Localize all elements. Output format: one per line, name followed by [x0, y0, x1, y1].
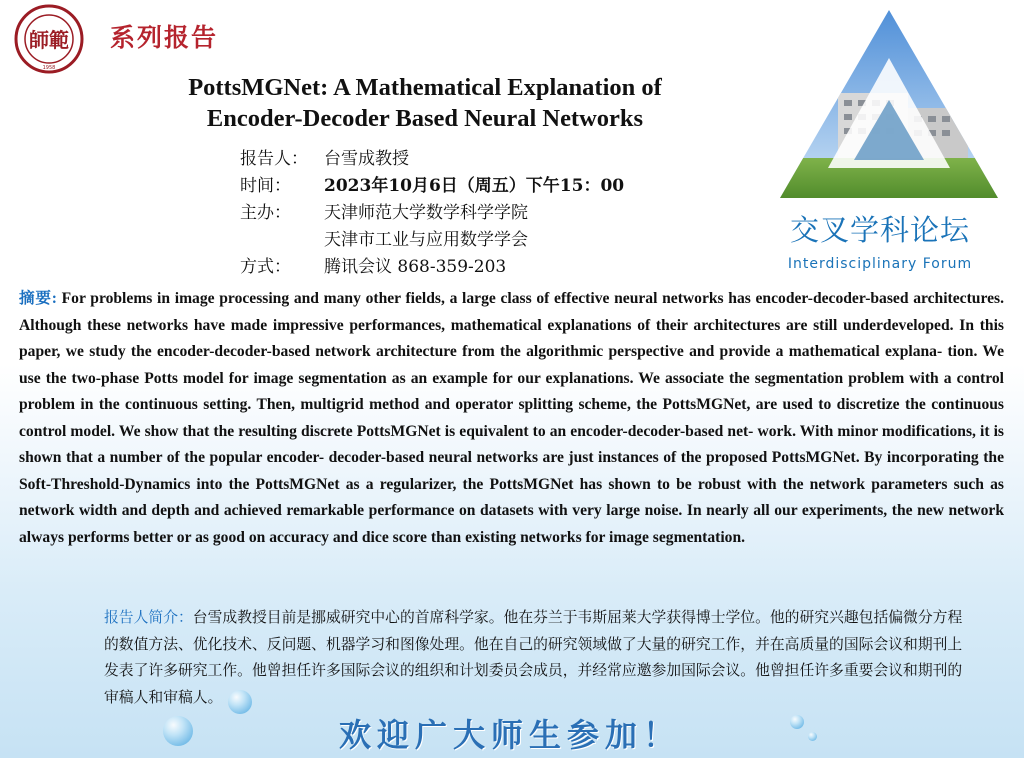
welcome-banner: 欢迎广大师生参加！	[338, 716, 681, 754]
forum-name-en: Interdisciplinary Forum	[787, 256, 973, 272]
meta-host	[240, 200, 624, 227]
meta-host-2	[240, 227, 624, 254]
bio-label: 报告人简介：	[104, 609, 193, 626]
talk-meta	[240, 146, 624, 281]
meta-key: 主办：	[240, 203, 291, 223]
meta-value: 台雪成教授	[324, 149, 409, 169]
logo-year: 1958	[42, 65, 56, 71]
university-logo	[14, 4, 84, 74]
bubble-decoration	[790, 715, 804, 729]
meta-key: 报告人：	[240, 149, 308, 169]
abstract-text: For problems in image processing and many other fields, a large class of effective neural networks has encoder-decoder-based architectures. Although these networks have made impressive performances, mathematical explanations of their architectures are still underdeveloped. In this paper, we study the encoder-decoder-based network architecture from the algorithmic perspective and provide a mathematical explana- tion. We use the two-phase Potts model for image segmentation as an example for our explanations. We associate the segmentation problem with a control problem in the continuous setting. Then, multigrid method and operator splitting scheme, the PottsMGNet, are used to discretize the continuous control model. We show that the resulting discrete PottsMGNet is equivalent to an encoder-decoder-based net- work. With minor modifications, it is shown that a number of the popular encoder- decoder-based neural networks are just instances of the proposed PottsMGNet. By incorporating the Soft-Threshold-Dynamics into the PottsMGNet as a regularizer, the PottsMGNet has shown to be robust with the network parameters such as network width and depth and achieved remarkable performance on datasets with very large noise. In nearly all our experiments, the new network always performs better or as good on accuracy and dice score than existing networks for image segmentation.	[19, 290, 1004, 546]
bio-text: 台雪成教授目前是挪威研究中心的首席科学家。他在芬兰于韦斯屈莱大学获得博士学位。他的研究兴趣包括偏微分方程的数值方法、优化技术、反问题、机器学习和图像处理。他在自己的研究领域做了大量的研究工作，并在高质量的国际会议和期刊上发表了许多研究工作。他曾担任许多国际会议的组织和计划委员会成员，并经常应邀参加国际会议。他曾担任许多重要会议和期刊的审稿人和审稿人。	[104, 609, 963, 706]
meta-value: 天津师范大学数学科学学院	[324, 203, 528, 223]
meta-key	[240, 227, 324, 254]
bubble-decoration	[228, 690, 252, 714]
meta-key: 时间：	[240, 176, 291, 196]
meta-value: 天津市工业与应用数学学会	[324, 230, 528, 250]
abstract-label: 摘要:	[19, 290, 57, 307]
bubble-decoration	[163, 716, 193, 746]
abstract	[19, 286, 1004, 551]
logo-center-text: 師範	[29, 28, 69, 52]
forum-triangle-image	[778, 8, 1000, 200]
series-label: 系列报告	[110, 23, 219, 52]
meta-method	[240, 254, 624, 281]
talk-title-line1: PottsMGNet: A Mathematical Explanation of	[188, 74, 662, 101]
meta-speaker	[240, 146, 624, 173]
talk-title	[140, 72, 710, 134]
meta-key: 方式：	[240, 257, 291, 277]
meta-value: 腾讯会议 868-359-203	[324, 257, 507, 277]
talk-title-line2: Encoder-Decoder Based Neural Networks	[206, 105, 644, 132]
meta-value: 2023年10月6日（周五）下午15：00	[324, 176, 625, 196]
forum-name-cn: 交叉学科论坛	[789, 213, 970, 247]
bubble-decoration	[808, 732, 817, 741]
meta-time	[240, 173, 624, 200]
